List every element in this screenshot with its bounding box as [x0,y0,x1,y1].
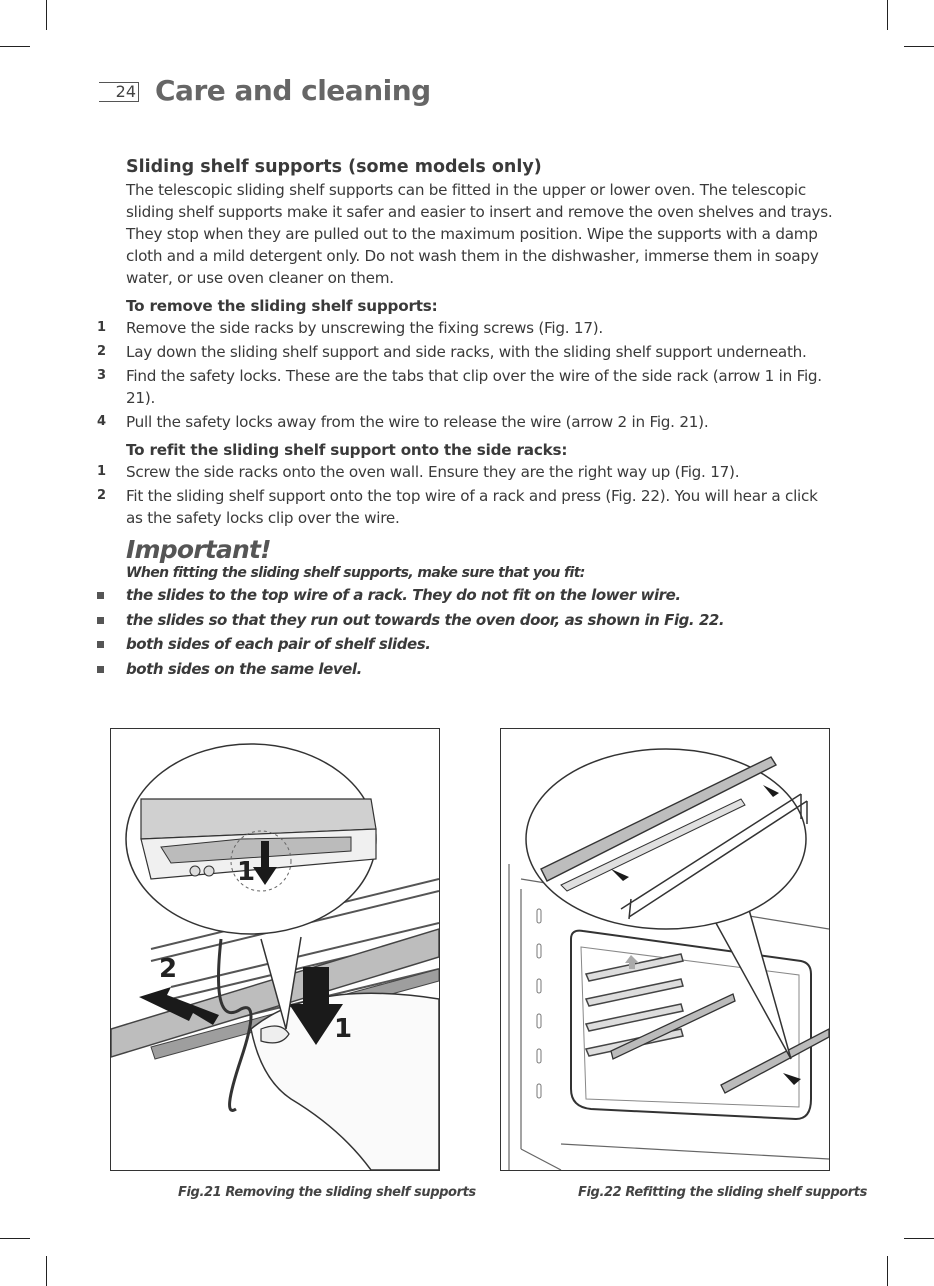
square-bullet-icon [97,641,104,648]
figure-22 [500,728,830,1171]
crop-mark [46,1256,47,1286]
arrow-icon [783,1073,801,1085]
fig22-caption: Fig.22 Refitting the sliding shelf supports [578,1185,867,1200]
crop-mark [0,1238,30,1239]
remove-heading: To remove the sliding shelf supports: [126,297,438,315]
refit-steps [97,461,836,529]
main-content [97,157,836,681]
crop-mark [887,1256,888,1286]
list-item: the slides to the top wire of a rack. They do not fit on the lower wire. [126,583,836,608]
important-intro: When fitting the sliding shelf supports, make sure that you fit: [126,565,585,581]
fig21-caption: Fig.21 Removing the sliding shelf supports [178,1185,476,1200]
crop-mark [887,0,888,30]
square-bullet-icon [97,666,104,673]
crop-mark [904,46,934,47]
section-heading: Sliding shelf supports (some models only) [126,157,542,177]
crop-mark [46,0,47,30]
list-item: 1 Screw the side racks onto the oven wall. Ensure they are the right way up (Fig. 17). [97,463,740,481]
crop-mark [0,46,30,47]
remove-steps [97,317,836,433]
list-item: the slides so that they run out towards the oven door, as shown in Fig. 22. [126,608,836,633]
fig22-illustration [501,729,829,1170]
list-item: both sides of each pair of shelf slides. [126,632,836,657]
list-item: 3 Find the safety locks. These are the tabs that clip over the wire of the side rack (arrow 1 in Fig. 21). [97,367,822,407]
page-number: 24 [99,82,139,102]
list-item: 2 Lay down the sliding shelf support and side racks, with the sliding shelf support underneath. [97,343,807,361]
list-item: 4 Pull the safety locks away from the wire to release the wire (arrow 2 in Fig. 21). [97,413,709,431]
important-bullets [126,583,836,681]
list-item: 2 Fit the sliding shelf support onto the top wire of a rack and press (Fig. 22). You will hear a click as the safety locks clip over the wire. [97,487,818,527]
figure-21 [110,728,440,1171]
page-title: Care and cleaning [155,74,431,107]
crop-mark [904,1238,934,1239]
list-item: 1 Remove the side racks by unscrewing the fixing screws (Fig. 17). [97,319,603,337]
square-bullet-icon [97,617,104,624]
square-bullet-icon [97,592,104,599]
fig21-illustration [111,729,439,1170]
important-title: Important! [126,535,271,564]
refit-heading: To refit the sliding shelf support onto the side racks: [126,441,568,459]
fig21-label-1: 1 [334,1014,353,1044]
fig21-label-2: 2 [159,954,178,984]
section-intro: The telescopic sliding shelf supports can be fitted in the upper or lower oven. The telescopic sliding shelf supports make it safer and easier to insert and remove the oven shelves and trays. They stop when they are pulled out to the maximum position. Wipe the supports with a damp cloth and a mild detergent only. Do not wash them in the dishwasher, immerse them in soapy water, or use oven cleaner on them. [126,181,833,287]
list-item: both sides on the same level. [126,657,836,682]
fig21-label-1-zoom: 1 [237,857,256,887]
